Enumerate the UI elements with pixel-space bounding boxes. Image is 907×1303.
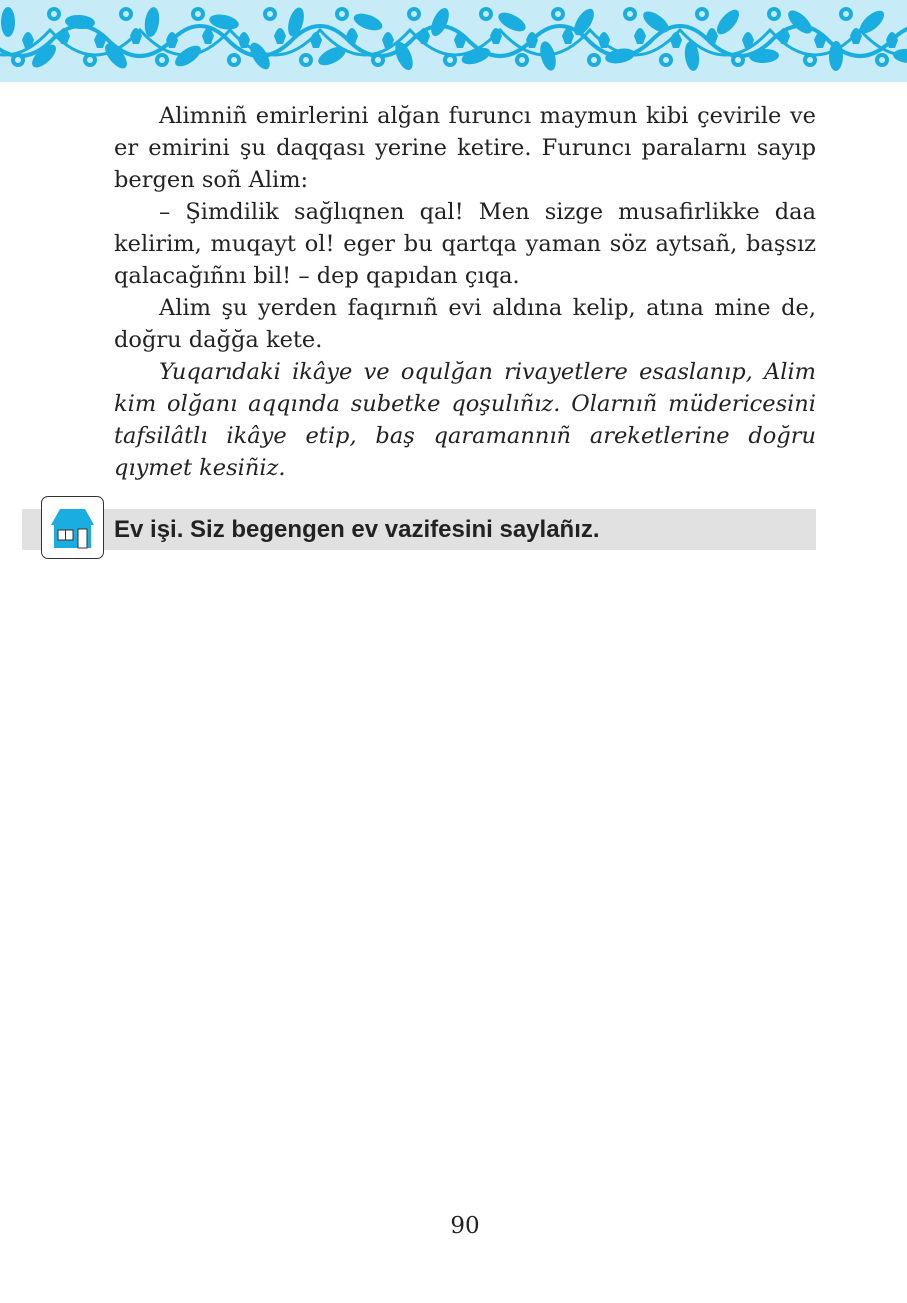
main-text [114, 100, 816, 484]
house-icon [42, 497, 102, 557]
paragraph-2: – Şimdilik sağlıqnen qal! Men sizge musafirlikke daa kelirim, muqayt ol! eger bu qartqa yaman söz aytsañ, başsız qalacağıñnı bil! – dep qapıdan çıqa. [114, 199, 816, 289]
paragraph-1: Alimniñ emirlerini alğan furuncı maymun kibi çevirile ve er emirini şu daqqası yerine ketire. Furuncı paralarnı sayıp bergen soñ Alim: [114, 103, 816, 193]
floral-vine-ornament-icon [0, 0, 907, 82]
decorative-header-band [0, 0, 907, 82]
homework-label: Ev işi. Siz begengen ev vazifesini saylañız. [114, 516, 600, 543]
paragraph-3: Alim şu yerden faqırnıñ evi aldına kelip, atına mine de, doğru dağğa kete. [114, 295, 816, 353]
homework-house-box [41, 496, 104, 559]
page-number: 90 [450, 1213, 480, 1239]
paragraph-4-task: Yuqarıdaki ikâye ve oqulğan rivayetlere esaslanıp, Alim kim olğanı aqqında subetke qoşulıñız. Olarnıñ müdericesini tafsilâtlı ikâye etip, baş qaramannıñ areketlerine doğru qıymet kesiñiz. [114, 359, 816, 481]
